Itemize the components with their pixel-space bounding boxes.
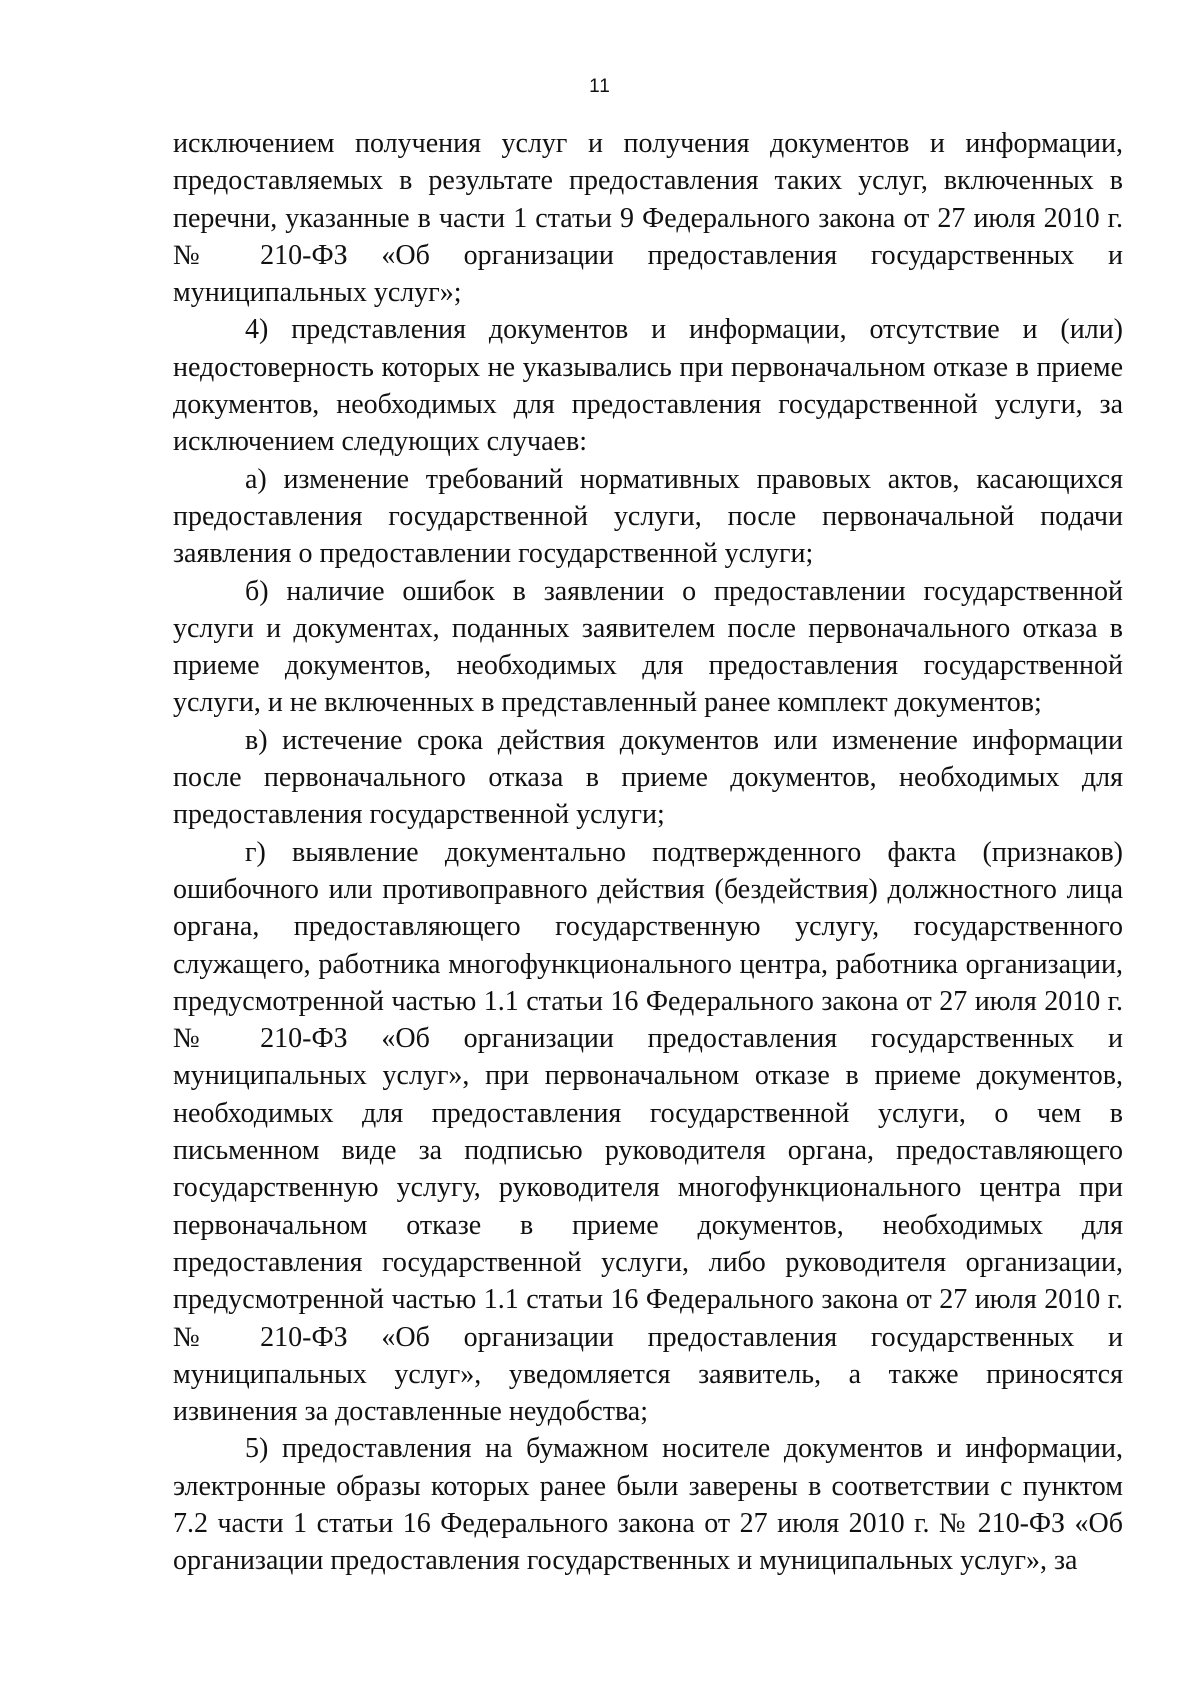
paragraph-continuation: исключением получения услуг и получения документов и информации, предоставляемых в результате предоставления таких услуг, включенных в перечни, указанные в части 1 статьи 9 Федерального закона от 27 июля 2010 г. № 210-ФЗ «Об организации предоставления государственных и муниципальных услуг»; <box>173 128 1123 309</box>
page-number: 11 <box>589 76 611 97</box>
paragraph-item-4: 4) представления документов и информации, отсутствие и (или) недостоверность которых не указывались при первоначальном отказе в приеме документов, необходимых для предоставления государственной услуги, за исключением следующих случаев: <box>173 314 1123 458</box>
paragraph-subitem-a: а) изменение требований нормативных правовых актов, касающихся предоставления государственной услуги, после первоначальной подачи заявления о предоставлении государственной услуги; <box>173 463 1123 570</box>
paragraph-subitem-v: в) истечение срока действия документов или изменение информации после первоначального отказа в приеме документов, необходимых для предоставления государственной услуги; <box>173 724 1123 831</box>
paragraph-subitem-b: б) наличие ошибок в заявлении о предоставлении государственной услуги и документах, поданных заявителем после первоначального отказа в приеме документов, необходимых для предоставления государственной услуги, и не включенных в представленный ранее комплект документов; <box>173 575 1123 719</box>
paragraph-item-5: 5) предоставления на бумажном носителе документов и информации, электронные образы которых ранее были заверены в соответствии с пунктом 7.2 части 1 статьи 16 Федерального закона от 27 июля 2010 г. № 210-ФЗ «Об организации предоставления государственных и муниципальных услуг», за <box>173 1433 1123 1577</box>
document-body <box>173 125 1123 1580</box>
paragraph-subitem-g: г) выявление документально подтвержденного факта (признаков) ошибочного или противоправного действия (бездействия) должностного лица органа, предоставляющего государственную услугу, государственного служащего, работника многофункционального центра, работника организации, предусмотренной частью 1.1 статьи 16 Федерального закона от 27 июля 2010 г. № 210-ФЗ «Об организации предоставления государственных и муниципальных услуг», при первоначальном отказе в приеме документов, необходимых для предоставления государственной услуги, о чем в письменном виде за подписью руководителя органа, предоставляющего государственную услугу, руководителя многофункционального центра при первоначальном отказе в приеме документов, необходимых для предоставления государственной услуги, либо руководителя организации, предусмотренной частью 1.1 статьи 16 Федерального закона от 27 июля 2010 г. № 210-ФЗ «Об организации предоставления государственных и муниципальных услуг», уведомляется заявитель, а также приносятся извинения за доставленные неудобства; <box>173 836 1123 1428</box>
